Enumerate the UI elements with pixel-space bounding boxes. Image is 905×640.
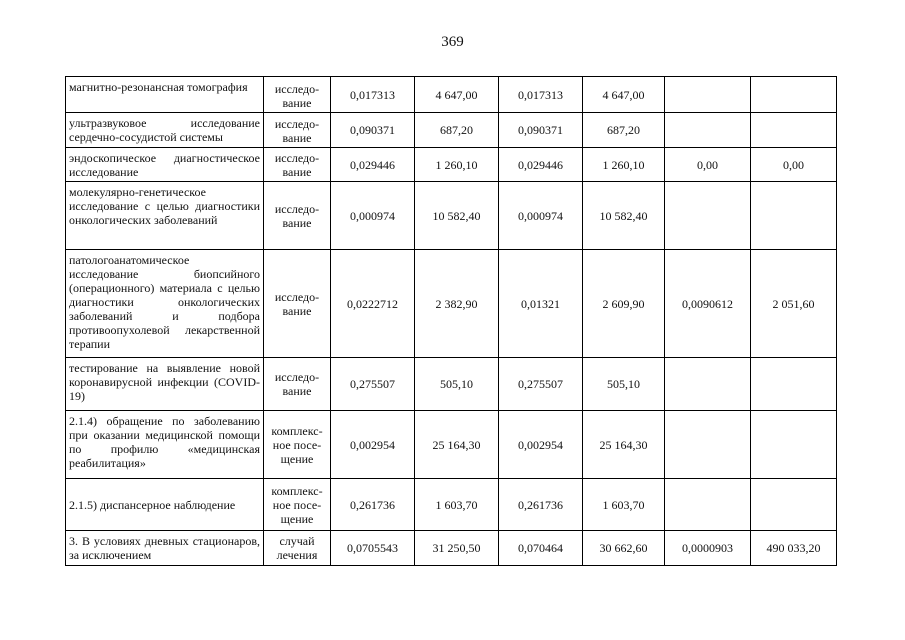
value-cell: 2 051,60	[751, 250, 837, 358]
row-unit: исследо-вание	[264, 77, 331, 113]
value-cell: 0,090371	[499, 113, 583, 148]
row-unit: исследо-вание	[264, 148, 331, 182]
value-cell: 0,01321	[499, 250, 583, 358]
value-cell	[665, 182, 751, 250]
value-cell: 0,275507	[499, 358, 583, 411]
value-cell: 25 164,30	[415, 411, 499, 479]
row-name: 3. В условиях дневных стационаров, за исключением	[66, 531, 264, 566]
value-cell: 1 260,10	[415, 148, 499, 182]
value-cell: 0,0222712	[331, 250, 415, 358]
value-cell: 0,029446	[331, 148, 415, 182]
value-cell	[665, 77, 751, 113]
table-row	[66, 77, 837, 113]
table-row	[66, 411, 837, 479]
value-cell: 2 382,90	[415, 250, 499, 358]
row-unit: комплекс-ное посе-щение	[264, 479, 331, 531]
row-unit: исследо-вание	[264, 182, 331, 250]
value-cell	[665, 479, 751, 531]
value-cell	[751, 77, 837, 113]
value-cell	[751, 182, 837, 250]
row-unit: случай лечения	[264, 531, 331, 566]
value-cell: 0,002954	[499, 411, 583, 479]
value-cell: 0,017313	[499, 77, 583, 113]
value-cell	[751, 358, 837, 411]
value-cell: 2 609,90	[583, 250, 665, 358]
value-cell: 490 033,20	[751, 531, 837, 566]
value-cell	[665, 411, 751, 479]
value-cell: 505,10	[415, 358, 499, 411]
table-row	[66, 479, 837, 531]
value-cell: 687,20	[415, 113, 499, 148]
value-cell	[751, 113, 837, 148]
value-cell: 1 603,70	[583, 479, 665, 531]
table-row	[66, 250, 837, 358]
value-cell: 1 260,10	[583, 148, 665, 182]
row-unit: исследо-вание	[264, 113, 331, 148]
value-cell: 0,00	[751, 148, 837, 182]
value-cell: 0,0705543	[331, 531, 415, 566]
row-unit: комплекс-ное посе-щение	[264, 411, 331, 479]
row-name: 2.1.5) диспансерное наблюдение	[66, 479, 264, 531]
value-cell: 0,000974	[331, 182, 415, 250]
row-unit: исследо-вание	[264, 250, 331, 358]
value-cell: 0,00	[665, 148, 751, 182]
row-name: патологоанатомическое исследование биопсийного (операционного) материала с целью диагностики онкологических заболеваний и подбора противоопухолевой лекарственной терапии	[66, 250, 264, 358]
row-name: тестирование на выявление новой коронавирусной инфекции (COVID-19)	[66, 358, 264, 411]
value-cell: 0,261736	[499, 479, 583, 531]
value-cell	[751, 479, 837, 531]
row-name: ультразвуковое исследование сердечно-сосудистой системы	[66, 113, 264, 148]
row-name: молекулярно-генетическое исследование с целью диагностики онкологических заболеваний	[66, 182, 264, 250]
value-cell: 505,10	[583, 358, 665, 411]
row-unit: исследо-вание	[264, 358, 331, 411]
value-cell: 0,002954	[331, 411, 415, 479]
value-cell: 31 250,50	[415, 531, 499, 566]
table-row	[66, 358, 837, 411]
table-row	[66, 148, 837, 182]
tariff-table	[65, 76, 837, 566]
value-cell: 0,029446	[499, 148, 583, 182]
value-cell	[665, 113, 751, 148]
value-cell: 30 662,60	[583, 531, 665, 566]
value-cell	[751, 411, 837, 479]
value-cell: 0,000974	[499, 182, 583, 250]
value-cell: 0,090371	[331, 113, 415, 148]
value-cell: 0,070464	[499, 531, 583, 566]
value-cell: 687,20	[583, 113, 665, 148]
value-cell: 0,261736	[331, 479, 415, 531]
value-cell: 25 164,30	[583, 411, 665, 479]
row-name: магнитно-резонансная томография	[66, 77, 264, 113]
value-cell: 10 582,40	[583, 182, 665, 250]
table-row	[66, 182, 837, 250]
value-cell: 0,017313	[331, 77, 415, 113]
row-name: эндоскопическое диагностическое исследование	[66, 148, 264, 182]
value-cell: 0,275507	[331, 358, 415, 411]
value-cell: 0,0000903	[665, 531, 751, 566]
value-cell: 4 647,00	[583, 77, 665, 113]
row-name: 2.1.4) обращение по заболеванию при оказании медицинской помощи по профилю «медицинская реабилитация»	[66, 411, 264, 479]
page-number: 369	[441, 34, 464, 50]
value-cell: 10 582,40	[415, 182, 499, 250]
value-cell: 4 647,00	[415, 77, 499, 113]
value-cell: 0,0090612	[665, 250, 751, 358]
value-cell: 1 603,70	[415, 479, 499, 531]
value-cell	[665, 358, 751, 411]
table-row	[66, 113, 837, 148]
table-row	[66, 531, 837, 566]
